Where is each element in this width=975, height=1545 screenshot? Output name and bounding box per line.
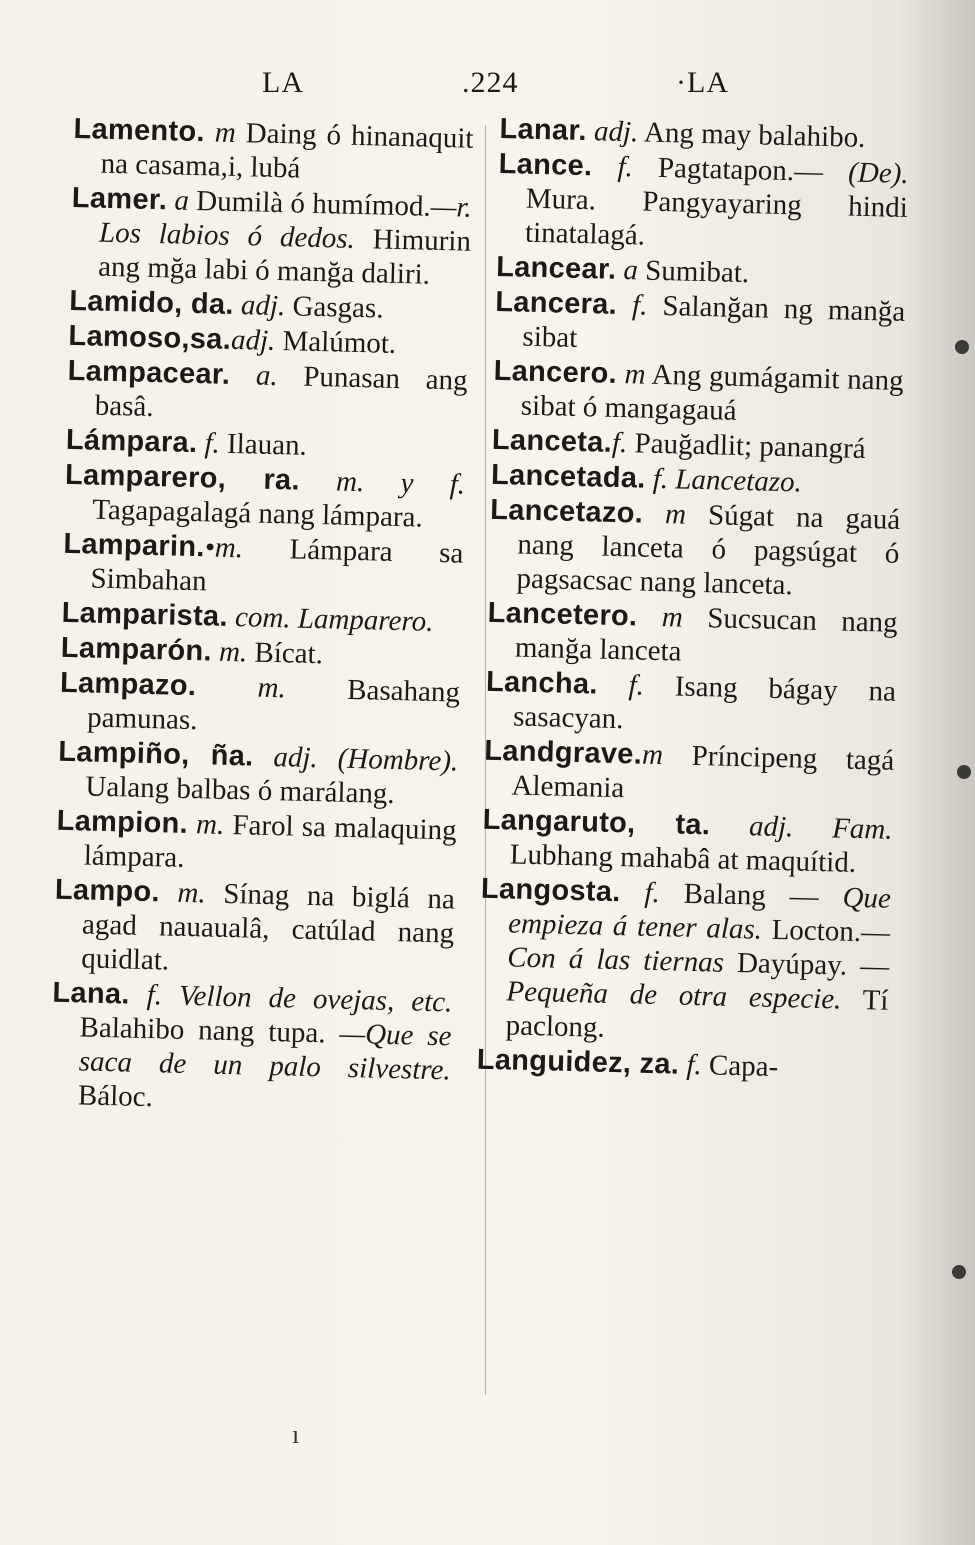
definition: Capa- xyxy=(701,1049,779,1084)
entry-lancero xyxy=(492,354,904,432)
abbreviation: m. xyxy=(257,671,287,705)
abbreviation: m. xyxy=(177,876,207,910)
definition: Sumibat. xyxy=(637,254,750,290)
entry-langosta xyxy=(477,872,891,1052)
headword: Lamido, da. xyxy=(68,284,235,321)
abbreviation: m. xyxy=(218,635,248,669)
definition: Locton.— xyxy=(761,913,891,949)
abbreviation: m xyxy=(664,498,687,531)
definition: Tagapagalagá nang lámpara. xyxy=(91,493,424,534)
headword: Lancero. xyxy=(493,354,618,390)
abbreviation: adj. xyxy=(240,289,286,323)
abbreviation: adj. xyxy=(230,323,276,357)
header-left-guide: LA xyxy=(262,66,304,99)
definition: Balang — xyxy=(659,877,820,914)
abbreviation: a. xyxy=(255,359,279,393)
headword: Lamento. xyxy=(73,112,206,149)
definition: Himurin ang mğa labi ó manğa daliri. xyxy=(97,222,472,291)
definition: Sucsucan nang manğa lanceta xyxy=(514,601,899,668)
definition: Mura. Pangyayaring hindi tinatalagá. xyxy=(524,182,909,252)
definition: Dayúpay. — xyxy=(723,946,890,983)
headword: Lana. xyxy=(52,976,131,1011)
definition: Daing ó hinanaquit na casama,i, lubá xyxy=(100,116,474,185)
edge-ink-spot xyxy=(952,1265,966,1279)
abbreviation: m xyxy=(624,358,646,391)
definition: Ang gumágamit nang sibat ó mangagauá xyxy=(520,358,904,427)
definition: Báloc. xyxy=(77,1079,154,1114)
headword: Lamparero, ra. xyxy=(64,458,301,497)
entry-lancetazo xyxy=(488,493,900,605)
abbreviation: f. xyxy=(631,289,648,322)
headword: Lanceta. xyxy=(491,423,613,459)
abbreviation: f. Lancetazo. xyxy=(652,462,803,499)
entry-lamer xyxy=(70,181,472,293)
entry-langaruto xyxy=(481,803,893,881)
right-column xyxy=(476,112,909,1088)
abbreviation: m xyxy=(641,738,664,772)
entry-lampino xyxy=(57,735,459,813)
spanish-phrase: Con á las tiernas xyxy=(506,941,725,979)
definition: Ang may balahibo. xyxy=(637,116,866,154)
edge-ink-spot xyxy=(955,340,969,354)
definition: Malúmot. xyxy=(274,324,397,360)
entry-lamparin xyxy=(62,527,464,605)
entry-lancha xyxy=(485,665,897,743)
entry-lampion xyxy=(55,804,457,882)
headword: Lancera. xyxy=(494,285,618,321)
headword: Lampacear. xyxy=(67,354,231,391)
definition: Lubhang mahabâ at maquítid. xyxy=(509,838,857,879)
headword: Lancear. xyxy=(495,250,617,286)
abbreviation: f. xyxy=(628,669,645,702)
page-number: .224 xyxy=(462,66,519,99)
spanish-phrase: —Que se saca de un palo silvestre. xyxy=(78,1017,452,1087)
definition: Bícat. xyxy=(246,636,324,671)
abbreviation: m. xyxy=(195,808,225,841)
headword: Landgrave. xyxy=(483,734,643,771)
definition: Pauğadlit; panangrá xyxy=(626,427,867,466)
spanish-phrase: Que empieza á tener alas. xyxy=(507,881,892,946)
headword: Lanar. xyxy=(499,112,588,148)
headword: Lampion. xyxy=(56,804,189,840)
abbreviation: a xyxy=(623,254,639,287)
entry-lancetero xyxy=(487,596,899,674)
spanish-phrase: (De). xyxy=(847,156,909,190)
definition: Dumilà ó humímod. xyxy=(188,184,432,223)
abbreviation: •m. xyxy=(204,531,244,565)
entry-landgrave xyxy=(483,734,895,812)
headword: Langosta. xyxy=(480,872,622,909)
headword: Lamparin. xyxy=(63,527,206,564)
abbreviation: f. xyxy=(611,426,628,460)
definition: Tí paclong. xyxy=(505,983,889,1044)
definition: Farol sa malaquing lámpara. xyxy=(83,808,457,874)
abbreviation: f. xyxy=(686,1048,703,1082)
abbreviation: adj. Fam. xyxy=(748,810,893,846)
definition: Pagtatapon.— xyxy=(632,151,824,188)
headword: Lamparón. xyxy=(60,631,213,668)
entry-lana xyxy=(50,976,453,1122)
abbreviation: adj. xyxy=(593,115,639,149)
headword: Lancetazo. xyxy=(489,493,644,530)
headword: Lamer. xyxy=(71,181,168,217)
definition: Súgat na gauá nang lanceta ó pagsúgat ó pagsacsac nang lanceta. xyxy=(516,498,901,602)
headword: Languidez, za. xyxy=(476,1043,680,1081)
edge-ink-spot xyxy=(957,765,971,779)
headword: Lampo. xyxy=(54,873,161,909)
definition: Ualang balbas ó marálang. xyxy=(85,770,396,811)
headword: Lampazo. xyxy=(59,666,197,703)
headword: Lance. xyxy=(498,147,593,183)
definition: Basahang pamunas. xyxy=(86,672,461,737)
running-header xyxy=(0,66,975,106)
abbreviation: f. xyxy=(644,876,661,910)
entry-lampo xyxy=(53,873,455,985)
headword: Lamparista. xyxy=(61,596,229,633)
definition: Ilauan. xyxy=(219,427,308,462)
headword: Lancetero. xyxy=(487,596,638,633)
definition: Príncipeng tagá Alemania xyxy=(511,739,895,805)
definition: Punasan ang basâ. xyxy=(94,360,468,424)
abbreviation: a xyxy=(174,184,190,217)
entry-lampazo xyxy=(59,666,461,744)
entry-lamento xyxy=(72,112,474,190)
spanish-phrase: Pequeña de otra especie. xyxy=(506,975,842,1016)
definition: Balahibo nang tupa. xyxy=(79,1011,326,1050)
left-column xyxy=(50,112,474,1122)
footer-mark: ı xyxy=(292,1420,300,1449)
abbreviation: f. xyxy=(204,427,221,460)
abbreviation: com. Lamparero. xyxy=(234,601,434,638)
abbreviation: m. y f. xyxy=(335,465,466,501)
entry-lancera xyxy=(494,285,906,363)
abbreviation: m xyxy=(661,601,684,634)
spanish-phrase: —r. Los labios ó dedos. xyxy=(98,190,473,255)
abbreviation: f. Vellon de ovejas, etc. xyxy=(146,979,453,1019)
header-right-guide: ·LA xyxy=(676,66,729,99)
headword: Langaruto, ta. xyxy=(482,803,711,842)
definition: Lámpara sa Simbahan xyxy=(90,532,464,598)
headword: Lámpara. xyxy=(65,423,198,460)
definition: Isang bágay na sasacyan. xyxy=(512,669,897,736)
abbreviation: f. xyxy=(617,150,634,184)
headword: Lancha. xyxy=(485,665,599,701)
definition: Sínag na biglá na agad nauaualâ, catúlad nang quidlat. xyxy=(80,877,456,977)
abbreviation: adj. (Hombre). xyxy=(273,741,459,778)
entry-lance xyxy=(497,147,909,259)
headword: Lampiño, ña. xyxy=(57,735,254,773)
entry-lamparero xyxy=(64,458,466,536)
headword: Lamoso,sa. xyxy=(68,319,232,356)
entry-lampacear xyxy=(66,354,468,432)
headword: Lancetada. xyxy=(490,458,646,495)
definition: Salanğan ng manğa sibat xyxy=(522,289,906,354)
definition: Gasgas. xyxy=(284,290,384,325)
abbreviation: m xyxy=(214,116,237,149)
